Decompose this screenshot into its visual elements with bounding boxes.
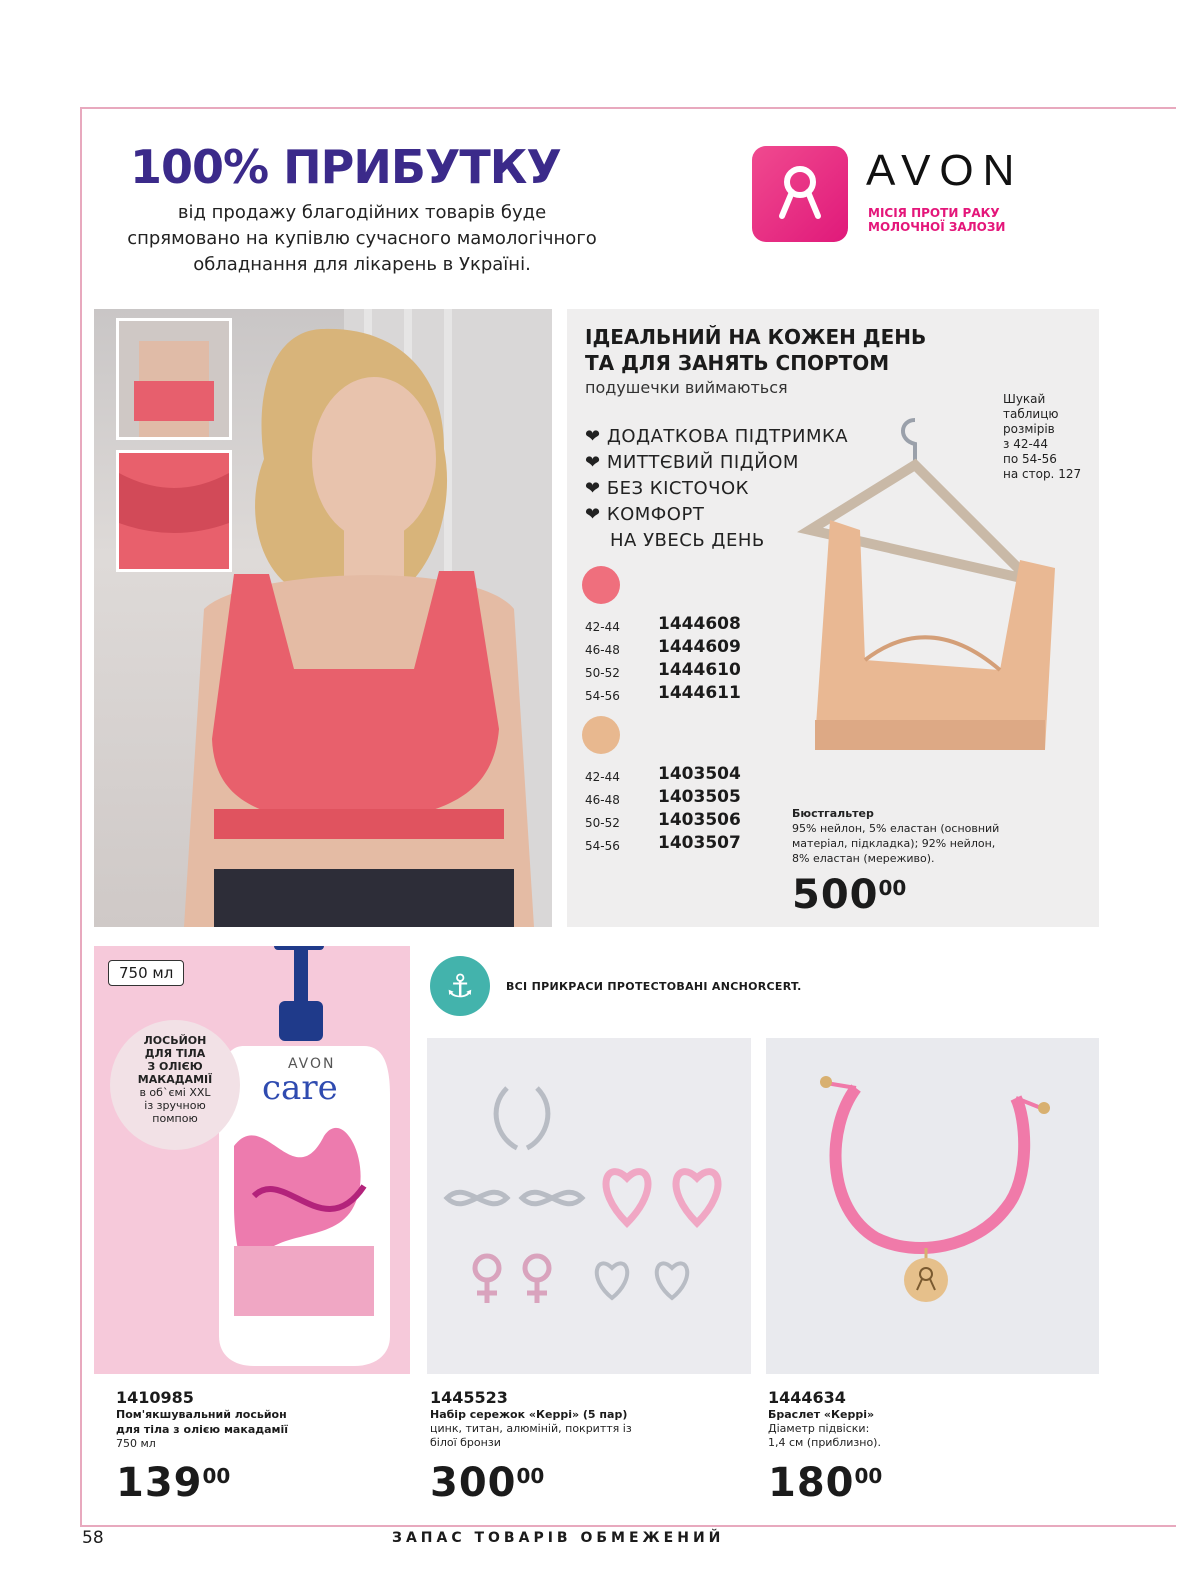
subtext-line: обладнання для лікарень в Україні. [193, 254, 531, 275]
ribbon-icon [752, 146, 848, 242]
bottle-brand: AVON [288, 1056, 336, 1072]
price-decimal: 00 [854, 1464, 883, 1488]
product-code: 1444634 [768, 1388, 846, 1407]
heart-icon: ❤ [585, 504, 601, 525]
earrings-photo [427, 1038, 751, 1374]
mission-line: МІСІЯ ПРОТИ РАКУ [868, 206, 1000, 220]
title-line: ІДЕАЛЬНИЙ НА КОЖЕН ДЕНЬ [585, 325, 927, 349]
callout-line: в об`ємі XXL [139, 1086, 211, 1099]
composition-line: 8% еластан (мереживо). [792, 852, 935, 865]
product-code: 1403506 [658, 810, 741, 830]
note-line: Шукай [1003, 392, 1046, 406]
thumbnail-front[interactable] [116, 318, 232, 440]
size-label: 46-48 [585, 793, 620, 807]
earrings-details [430, 1388, 632, 1450]
note-line: таблицю [1003, 407, 1059, 421]
bracelet-details [768, 1388, 881, 1450]
callout-line: З ОЛІЄЮ [147, 1060, 203, 1073]
price-integer: 180 [768, 1460, 855, 1506]
bottle-line: care [262, 1068, 338, 1108]
bra-price [792, 872, 906, 918]
note-line: розмірів [1003, 422, 1055, 436]
product-desc: Діаметр підвіски: [768, 1422, 870, 1435]
product-desc: 1,4 см (приблизно). [768, 1436, 881, 1449]
earrings-illustration [427, 1038, 751, 1374]
feature-label: ДОДАТКОВА ПІДТРИМКА [606, 426, 849, 447]
earrings-price [430, 1460, 544, 1506]
beige-bra-photo [790, 410, 1080, 780]
feature-item [585, 504, 704, 525]
subtext-line: від продажу благодійних товарів буде [177, 202, 547, 223]
product-code: 1403504 [658, 764, 741, 784]
size-label: 42-44 [585, 770, 620, 784]
feature-label: КОМФОРТ [606, 504, 705, 525]
heart-icon: ❤ [585, 452, 601, 473]
heart-icon: ❤ [585, 478, 601, 499]
composition-line: матеріал, підкладка); 92% нейлон, [792, 837, 996, 850]
product-code: 1410985 [116, 1388, 194, 1407]
product-name: Браслет «Керрі» [768, 1408, 875, 1421]
volume-tag: 750 мл [108, 960, 184, 986]
size-label: 54-56 [585, 839, 620, 853]
mission-line: МОЛОЧНОЇ ЗАЛОЗИ [868, 220, 1006, 234]
product-desc: цинк, титан, алюміній, покриття із [430, 1422, 632, 1435]
heart-icon: ❤ [585, 426, 601, 447]
note-line: з 42-44 [1003, 437, 1049, 451]
product-name: Бюстгальтер [792, 807, 874, 820]
anchor-icon: ⚓ [430, 956, 490, 1016]
feature-label-continued: НА УВЕСЬ ДЕНЬ [610, 530, 765, 551]
anchorcert-note: ВСІ ПРИКРАСИ ПРОТЕСТОВАНІ ANCHORCERT. [506, 980, 802, 993]
callout-line: ДЛЯ ТІЛА [144, 1047, 206, 1060]
feature-item [585, 452, 799, 473]
price-integer: 500 [792, 872, 879, 918]
headline: 100% ПРИБУТКУ [130, 140, 561, 194]
mission-text [868, 206, 1005, 234]
thumbnail-lace-detail[interactable] [116, 450, 232, 572]
bracelet-price [768, 1460, 882, 1506]
note-line: на стор. 127 [1003, 467, 1082, 481]
product-name: Набір сережок «Керрі» (5 пар) [430, 1408, 628, 1421]
product-code: 1403505 [658, 787, 741, 807]
product-code: 1444608 [658, 614, 741, 634]
title-line: ТА ДЛЯ ЗАНЯТЬ СПОРТОМ [585, 351, 890, 375]
price-integer: 139 [116, 1460, 203, 1506]
headline-subtext [92, 200, 632, 278]
product-code: 1444610 [658, 660, 741, 680]
product-code: 1444609 [658, 637, 741, 657]
feature-label: МИТТЄВИЙ ПІДЙОМ [606, 452, 799, 473]
callout-line: із зручною [144, 1099, 206, 1112]
bracelet-illustration [766, 1038, 1099, 1374]
product-code: 1444611 [658, 683, 741, 703]
color-swatch-pink[interactable] [582, 566, 620, 604]
price-decimal: 00 [516, 1464, 545, 1488]
product-name: для тіла з олією макадамії [116, 1423, 289, 1436]
pink-ribbon-logo [752, 146, 848, 242]
product-desc: білої бронзи [430, 1436, 501, 1449]
feature-item [585, 478, 749, 499]
price-decimal: 00 [202, 1464, 231, 1488]
brand-logo-text: AVON [866, 146, 1024, 195]
product-desc: 750 мл [116, 1437, 156, 1450]
page-number: 58 [82, 1528, 104, 1548]
lotion-details [116, 1388, 288, 1451]
product-name: Пом'якшувальний лосьйон [116, 1408, 287, 1421]
lotion-photo [94, 946, 410, 1374]
lotion-callout-circle [110, 1020, 240, 1150]
bracelet-photo [766, 1038, 1099, 1374]
bra-subtitle: подушечки виймаються [585, 378, 788, 397]
size-label: 46-48 [585, 643, 620, 657]
bra-description [792, 806, 999, 866]
callout-line: МАКАДАМІЇ [137, 1073, 213, 1086]
thumbnail-illustration [119, 453, 229, 569]
note-line: по 54-56 [1003, 452, 1057, 466]
price-decimal: 00 [878, 876, 907, 900]
product-code: 1445523 [430, 1388, 508, 1407]
callout-line: помпою [152, 1112, 198, 1125]
size-label: 42-44 [585, 620, 620, 634]
subtext-line: спрямовано на купівлю сучасного мамологічного [127, 228, 597, 249]
thumbnail-illustration [119, 321, 229, 437]
lotion-bottle-illustration [94, 946, 410, 1374]
bra-feature-title [585, 324, 926, 376]
feature-label: БЕЗ КІСТОЧОК [606, 478, 749, 499]
size-label: 50-52 [585, 816, 620, 830]
color-swatch-beige[interactable] [582, 716, 620, 754]
composition-line: 95% нейлон, 5% еластан (основний [792, 822, 1000, 835]
size-label: 50-52 [585, 666, 620, 680]
price-integer: 300 [430, 1460, 517, 1506]
stock-limited-note: ЗАПАС ТОВАРІВ ОБМЕЖЕНИЙ [392, 1530, 725, 1546]
lotion-price [116, 1460, 230, 1506]
callout-line: ЛОСЬЙОН [143, 1034, 207, 1047]
product-code: 1403507 [658, 833, 741, 853]
size-label: 54-56 [585, 689, 620, 703]
